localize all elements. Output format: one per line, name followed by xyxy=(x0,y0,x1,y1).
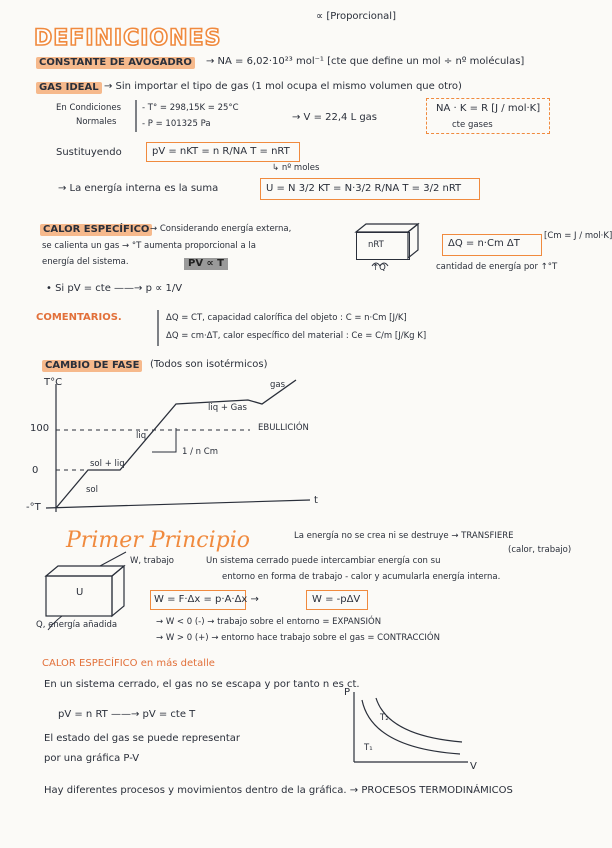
calor-detalle-line-2: El estado del gas se puede representar xyxy=(44,733,241,744)
heat-arrow xyxy=(48,616,62,630)
piston-side xyxy=(112,566,124,616)
nak-formula: NA · K = R [J / mol·K] xyxy=(436,103,541,114)
phase-x-axis-label: t xyxy=(314,495,318,506)
phase-sol-liq-label: sol + liq xyxy=(90,459,125,469)
pv-isotherm-t1-label: T₁ xyxy=(364,743,373,753)
phase-slope-label: 1 / n Cm xyxy=(182,447,218,457)
work-result: W = -pΔV xyxy=(312,594,361,605)
piston-cylinder xyxy=(46,576,112,616)
page-title: DEFINICIONES xyxy=(34,26,222,51)
moles-note: ↳ nº moles xyxy=(272,163,320,173)
work-arrow xyxy=(100,552,126,566)
primer-desc-1: La energía no se crea ni se destruye → TRANSFIERE xyxy=(294,531,514,541)
calor-detalle-line-1: En un sistema cerrado, el gas no se escapa y por tanto n es ct. xyxy=(44,679,360,690)
pv-chart xyxy=(354,692,468,762)
comentarios-label: COMENTARIOS. xyxy=(36,312,122,323)
condition-temp: - T° = 298,15K = 25°C xyxy=(142,103,239,113)
primer-principio-title: Primer Principio xyxy=(66,528,250,553)
box-text: nRT xyxy=(368,240,384,250)
heat-added-label: Q, energía añadida xyxy=(36,620,118,630)
calor-especifico-label: CALOR ESPECÍFICO xyxy=(40,224,152,236)
pv-isotherm-t2-label: T₂ xyxy=(380,713,389,723)
phase-liq-gas-label: liq + Gas xyxy=(208,403,247,413)
pv-tag: PV ∝ T xyxy=(184,258,228,270)
work-label: W, trabajo xyxy=(130,556,175,566)
gas-ideal-desc: → Sin importar el tipo de gas (1 mol ocupa el mismo volumen que otro) xyxy=(104,81,462,92)
avogadro-formula: → NA = 6,02·10²³ mol⁻¹ [cte que define un mol ÷ nº moléculas] xyxy=(206,56,525,67)
phase-sol-label: sol xyxy=(86,485,98,495)
subst-label: Sustituyendo xyxy=(56,147,122,158)
primer-desc-2: (calor, trabajo) xyxy=(508,545,572,555)
tick-100: 100 xyxy=(30,423,50,434)
primer-sys-2: entorno en forma de trabajo - calor y acumularla energía interna. xyxy=(222,572,501,582)
heat-flame-icon xyxy=(372,263,388,266)
calor-detalle-line-3: por una gráfica P-V xyxy=(44,753,140,764)
heated-box-side xyxy=(408,224,418,258)
phase-ebullicion-label: EBULLICIÓN xyxy=(258,423,309,433)
avogadro-label: CONSTANTE DE AVOGADRO xyxy=(36,57,195,69)
phase-liq-label: liq xyxy=(136,431,147,441)
calor-line-1: → Considerando energía externa, xyxy=(150,224,292,234)
calor-line-2: se calienta un gas → °T aumenta proporcional a la xyxy=(42,241,256,251)
volume-formula: → V = 22,4 L gas xyxy=(292,112,378,123)
heat-note: cantidad de energía por ↑°T xyxy=(436,262,558,272)
work-positive-line: → W > 0 (+) → entorno hace trabajo sobre el gas = CONTRACCIÓN xyxy=(156,633,440,643)
heat-formula: ΔQ = n·Cm ΔT xyxy=(448,238,520,249)
box-sub: ↑Q xyxy=(372,263,386,273)
cm-units: [Cm = J / mol·K] xyxy=(544,231,612,241)
pv-cte-line: • Si pV = cte ——→ p ∝ 1/V xyxy=(46,283,183,294)
isotherm-t1 xyxy=(362,700,460,754)
piston-top xyxy=(46,566,124,576)
piston-diagram xyxy=(46,552,126,630)
subst-formula: pV = nKT = n R/NA T = nRT xyxy=(152,146,290,157)
internal-energy-u: U xyxy=(76,587,84,598)
cambio-fase-note: (Todos son isotérmicos) xyxy=(150,359,268,370)
proportional-note: ∝ [Proporcional] xyxy=(316,11,396,22)
work-formula: W = F·Δx = p·A·Δx → xyxy=(154,594,259,605)
phase-y-axis-label: T°C xyxy=(44,377,63,388)
calor-detalle-formula: pV = n RT ——→ pV = cte T xyxy=(58,709,196,720)
phase-change-chart xyxy=(44,377,310,512)
conditions-title-1: En Condiciones xyxy=(56,103,122,113)
phase-gas-label: gas xyxy=(270,380,286,390)
phase-x-axis xyxy=(46,500,310,508)
calor-detalle-final: Hay diferentes procesos y movimientos dentro de la gráfica. → PROCESOS TERMODINÁMICOS xyxy=(44,785,513,796)
nak-note: cte gases xyxy=(452,120,493,130)
comentarios-line-2: ΔQ = cm·ΔT, calor específico del material : Ce = C/m [J/Kg K] xyxy=(166,331,427,341)
conditions-title-2: Normales xyxy=(76,117,117,127)
slope-triangle xyxy=(152,428,176,452)
cambio-fase-label: CAMBIO DE FASE xyxy=(42,360,142,372)
primer-sys-1: Un sistema cerrado puede intercambiar energía con su xyxy=(206,556,441,566)
calor-line-3: energía del sistema. xyxy=(42,257,129,267)
energy-formula: U = N 3/2 KT = N·3/2 R/NA T = 3/2 nRT xyxy=(266,183,462,194)
work-negative-line: → W < 0 (-) → trabajo sobre el entorno = EXPANSIÓN xyxy=(156,617,382,627)
pv-axis-p: P xyxy=(344,687,351,698)
tick-neg: -°T xyxy=(26,502,41,513)
tick-0: 0 xyxy=(32,465,39,476)
energy-text: → La energía interna es la suma xyxy=(58,183,219,194)
pv-axis-v: V xyxy=(470,761,477,772)
condition-pressure: - P = 101325 Pa xyxy=(142,119,211,129)
comentarios-line-1: ΔQ = CT, capacidad calorífica del objeto : C = n·Cm [J/K] xyxy=(166,313,407,323)
gas-ideal-label: GAS IDEAL xyxy=(36,82,102,94)
calor-detalle-label: CALOR ESPECÍFICO en más detalle xyxy=(42,658,215,669)
